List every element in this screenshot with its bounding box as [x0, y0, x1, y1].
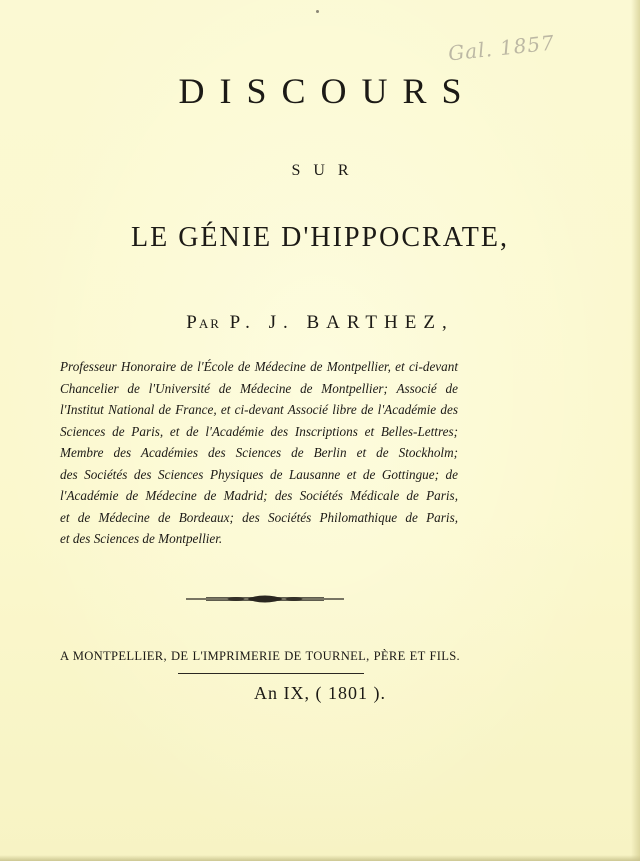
subject-title: LE GÉNIE D'HIPPOCRATE,: [130, 222, 510, 253]
credentials-line: Sciences de Paris, et de l'Académie des Inscriptions et Belles-Lettres;: [60, 423, 458, 439]
ink-speck: [316, 10, 319, 13]
divider: [178, 673, 364, 674]
credentials-line: l'Institut National de France, et ci-devant Associé libre de l'Académie des: [60, 402, 458, 417]
handwritten-annotation: Gal. 1857: [447, 30, 556, 66]
page-edge-shadow: [631, 0, 640, 861]
imprint-line: A MONTPELLIER, DE L'IMPRIMERIE DE TOURNEL, PÈRE ET FILS.: [60, 649, 460, 663]
credentials-line: l'Académie de Médecine de Madrid; des Sociétés Médicale de Paris,: [60, 488, 458, 503]
credentials-line: Chancelier de l'Université de Médecine de Montpellier; Associé de: [60, 380, 458, 396]
credentials-line: et de Médecine de Bordeaux; des Sociétés Philomathique de Paris,: [60, 509, 458, 525]
credentials-line: Professeur Honoraire de l'École de Médecine de Montpellier, et ci-devant: [60, 359, 458, 374]
credentials-line: et des Sciences de Montpellier.: [60, 531, 223, 546]
ornamental-rule: [186, 593, 344, 605]
publication-date: An IX, ( 1801 ).: [254, 683, 386, 703]
author-prefix: Par: [186, 312, 221, 333]
page-title: DISCOURS: [178, 71, 477, 111]
title-connector: SUR: [291, 162, 362, 179]
credentials-line: des Sociétés des Sciences Physiques de Lausanne et de Gottingue; de: [60, 466, 458, 482]
author-line: [0, 312, 640, 334]
credentials-line: Membre des Académies des Sciences de Berlin et de Stockholm;: [60, 445, 458, 460]
author-credentials: [60, 356, 458, 550]
page-bottom-shadow: [0, 855, 640, 861]
author-name: P. J. BARTHEZ,: [229, 312, 454, 333]
